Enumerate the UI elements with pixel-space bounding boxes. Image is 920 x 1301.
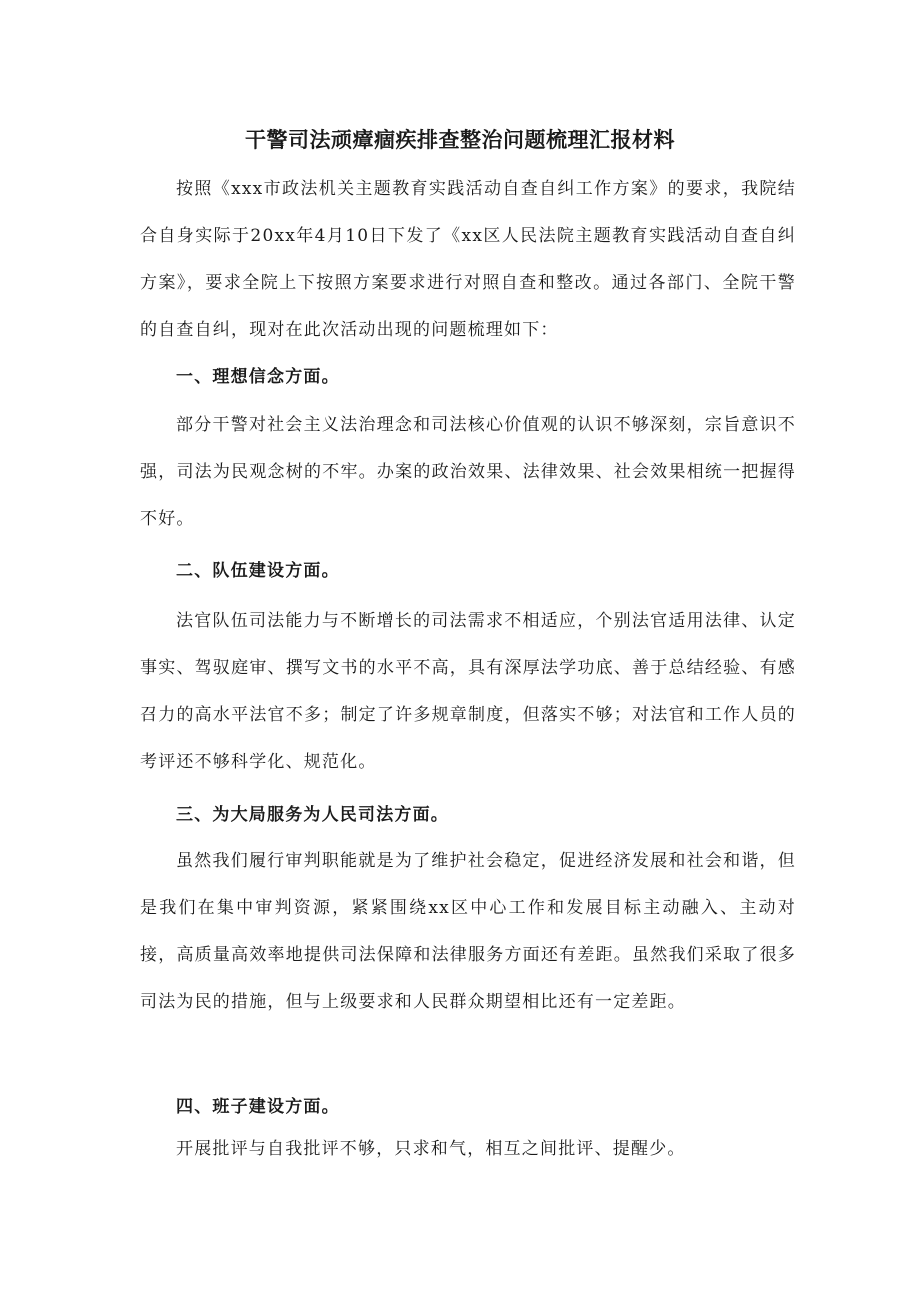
section-paragraph-2: 法官队伍司法能力与不断增长的司法需求不相适应，个别法官适用法律、认定事实、驾驭庭审、撰写文书的水平不高，具有深厚法学功底、善于总结经验、有感召力的高水平法官不多；制定了许多规章制度，但落实不够；对法官和工作人员的考评还不够科学化、规范化。 [140, 611, 796, 772]
section-paragraph-3: 虽然我们履行审判职能就是为了维护社会稳定，促进经济发展和社会和谐，但是我们在集中审判资源，紧紧围绕xx区中心工作和发展目标主动融入、主动对接，高质量高效率地提供司法保障和法律服务方面还有差距。虽然我们采取了很多司法为民的措施，但与上级要求和人民群众期望相比还有一定差距。 [140, 851, 796, 1012]
section-paragraph-4: 开展批评与自我批评不够，只求和气，相互之间批评、提醒少。 [176, 1139, 686, 1159]
document-title: 干警司法顽瘴痼疾排查整治问题梳理汇报材料 [245, 128, 675, 152]
section-heading-4: 四、班子建设方面。 [176, 1097, 340, 1117]
section-heading-1: 一、理想信念方面。 [176, 367, 340, 387]
section-heading-2: 二、队伍建设方面。 [176, 561, 340, 581]
intro-paragraph: 按照《xxx市政法机关主题教育实践活动自查自纠工作方案》的要求，我院结合自身实际于20xx年4月10日下发了《xx区人民法院主题教育实践活动自查自纠方案》，要求全院上下按照方案要求进行对照自查和整改。通过各部门、全院干警的自查自纠，现对在此次活动出现的问题梳理如下： [140, 179, 796, 340]
section-paragraph-1: 部分干警对社会主义法治理念和司法核心价值观的认识不够深刻，宗旨意识不强，司法为民观念树的不牢。办案的政治效果、法律效果、社会效果相统一把握得不好。 [140, 415, 796, 529]
section-heading-3: 三、为大局服务为人民司法方面。 [176, 805, 449, 825]
